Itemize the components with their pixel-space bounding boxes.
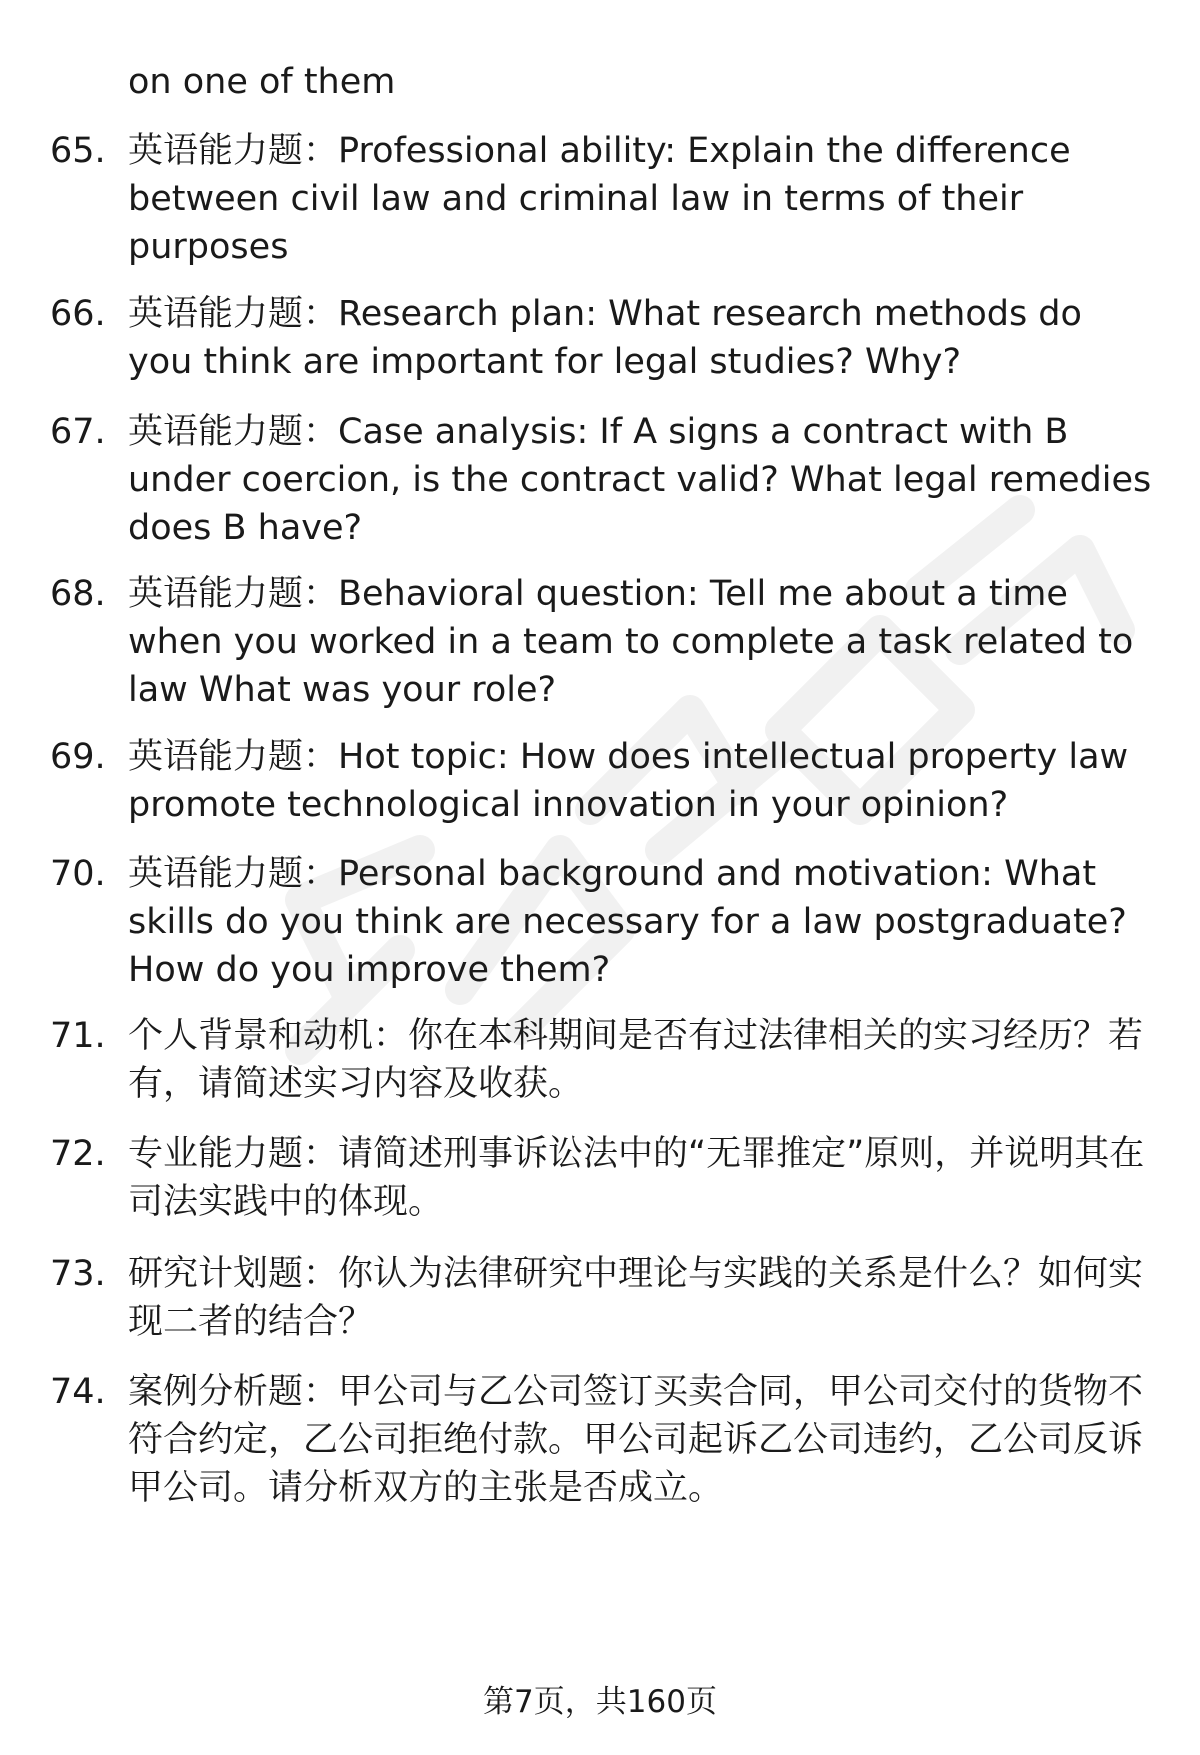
- question-number: 72.: [50, 1134, 106, 1174]
- question-66: [50, 290, 1150, 386]
- question-number: 65.: [50, 131, 106, 171]
- question-number: 73.: [50, 1254, 106, 1294]
- question-number: 70.: [50, 854, 106, 894]
- question-text: 专业能力题：请简述刑事诉讼法中的“无罪推定”原则，并说明其在司法实践中的体现。: [128, 1134, 1145, 1222]
- question-text: 英语能力题：Case analysis: If A signs a contract with B under coercion, is the contract valid? What legal remedies does B have?: [128, 412, 1152, 548]
- question-72: [50, 1130, 1150, 1226]
- question-68: [50, 570, 1150, 714]
- question-67: [50, 408, 1150, 552]
- question-text: 个人背景和动机：你在本科期间是否有过法律相关的实习经历？若有，请简述实习内容及收获。: [128, 1016, 1144, 1104]
- question-number: 68.: [50, 574, 106, 614]
- question-70: [50, 850, 1150, 994]
- question-text: 英语能力题：Hot topic: How does intellectual property law promote technological innovation in your opinion?: [128, 737, 1129, 825]
- question-number: 71.: [50, 1016, 106, 1056]
- question-text: 英语能力题：Personal background and motivation: What skills do you think are necessary for a law postgraduate? How do you improve them?: [128, 854, 1127, 990]
- question-number: 69.: [50, 737, 106, 777]
- question-text: 研究计划题：你认为法律研究中理论与实践的关系是什么？如何实现二者的结合？: [128, 1254, 1144, 1342]
- question-text: 英语能力题：Behavioral question: Tell me about a time when you worked in a team to complete a task related to law What was your role?: [128, 574, 1134, 710]
- question-74: [50, 1368, 1150, 1512]
- question-number: 74.: [50, 1372, 106, 1412]
- question-73: [50, 1250, 1150, 1346]
- question-65: [50, 127, 1150, 271]
- question-text: 英语能力题：Research plan: What research methods do you think are important for legal studies? Why?: [128, 294, 1082, 382]
- question-71: [50, 1012, 1150, 1108]
- question-number: 66.: [50, 294, 106, 334]
- page-number-footer: 第7页，共160页: [483, 1684, 717, 1720]
- question-text: 英语能力题：Professional ability: Explain the difference between civil law and criminal law in terms of their purposes: [128, 131, 1071, 267]
- question-number: 67.: [50, 412, 106, 452]
- carryover-line: on one of them: [128, 62, 396, 102]
- question-text: 案例分析题：甲公司与乙公司签订买卖合同，甲公司交付的货物不符合约定，乙公司拒绝付款。甲公司起诉乙公司违约，乙公司反诉甲公司。请分析双方的主张是否成立。: [128, 1372, 1144, 1508]
- question-69: [50, 733, 1150, 829]
